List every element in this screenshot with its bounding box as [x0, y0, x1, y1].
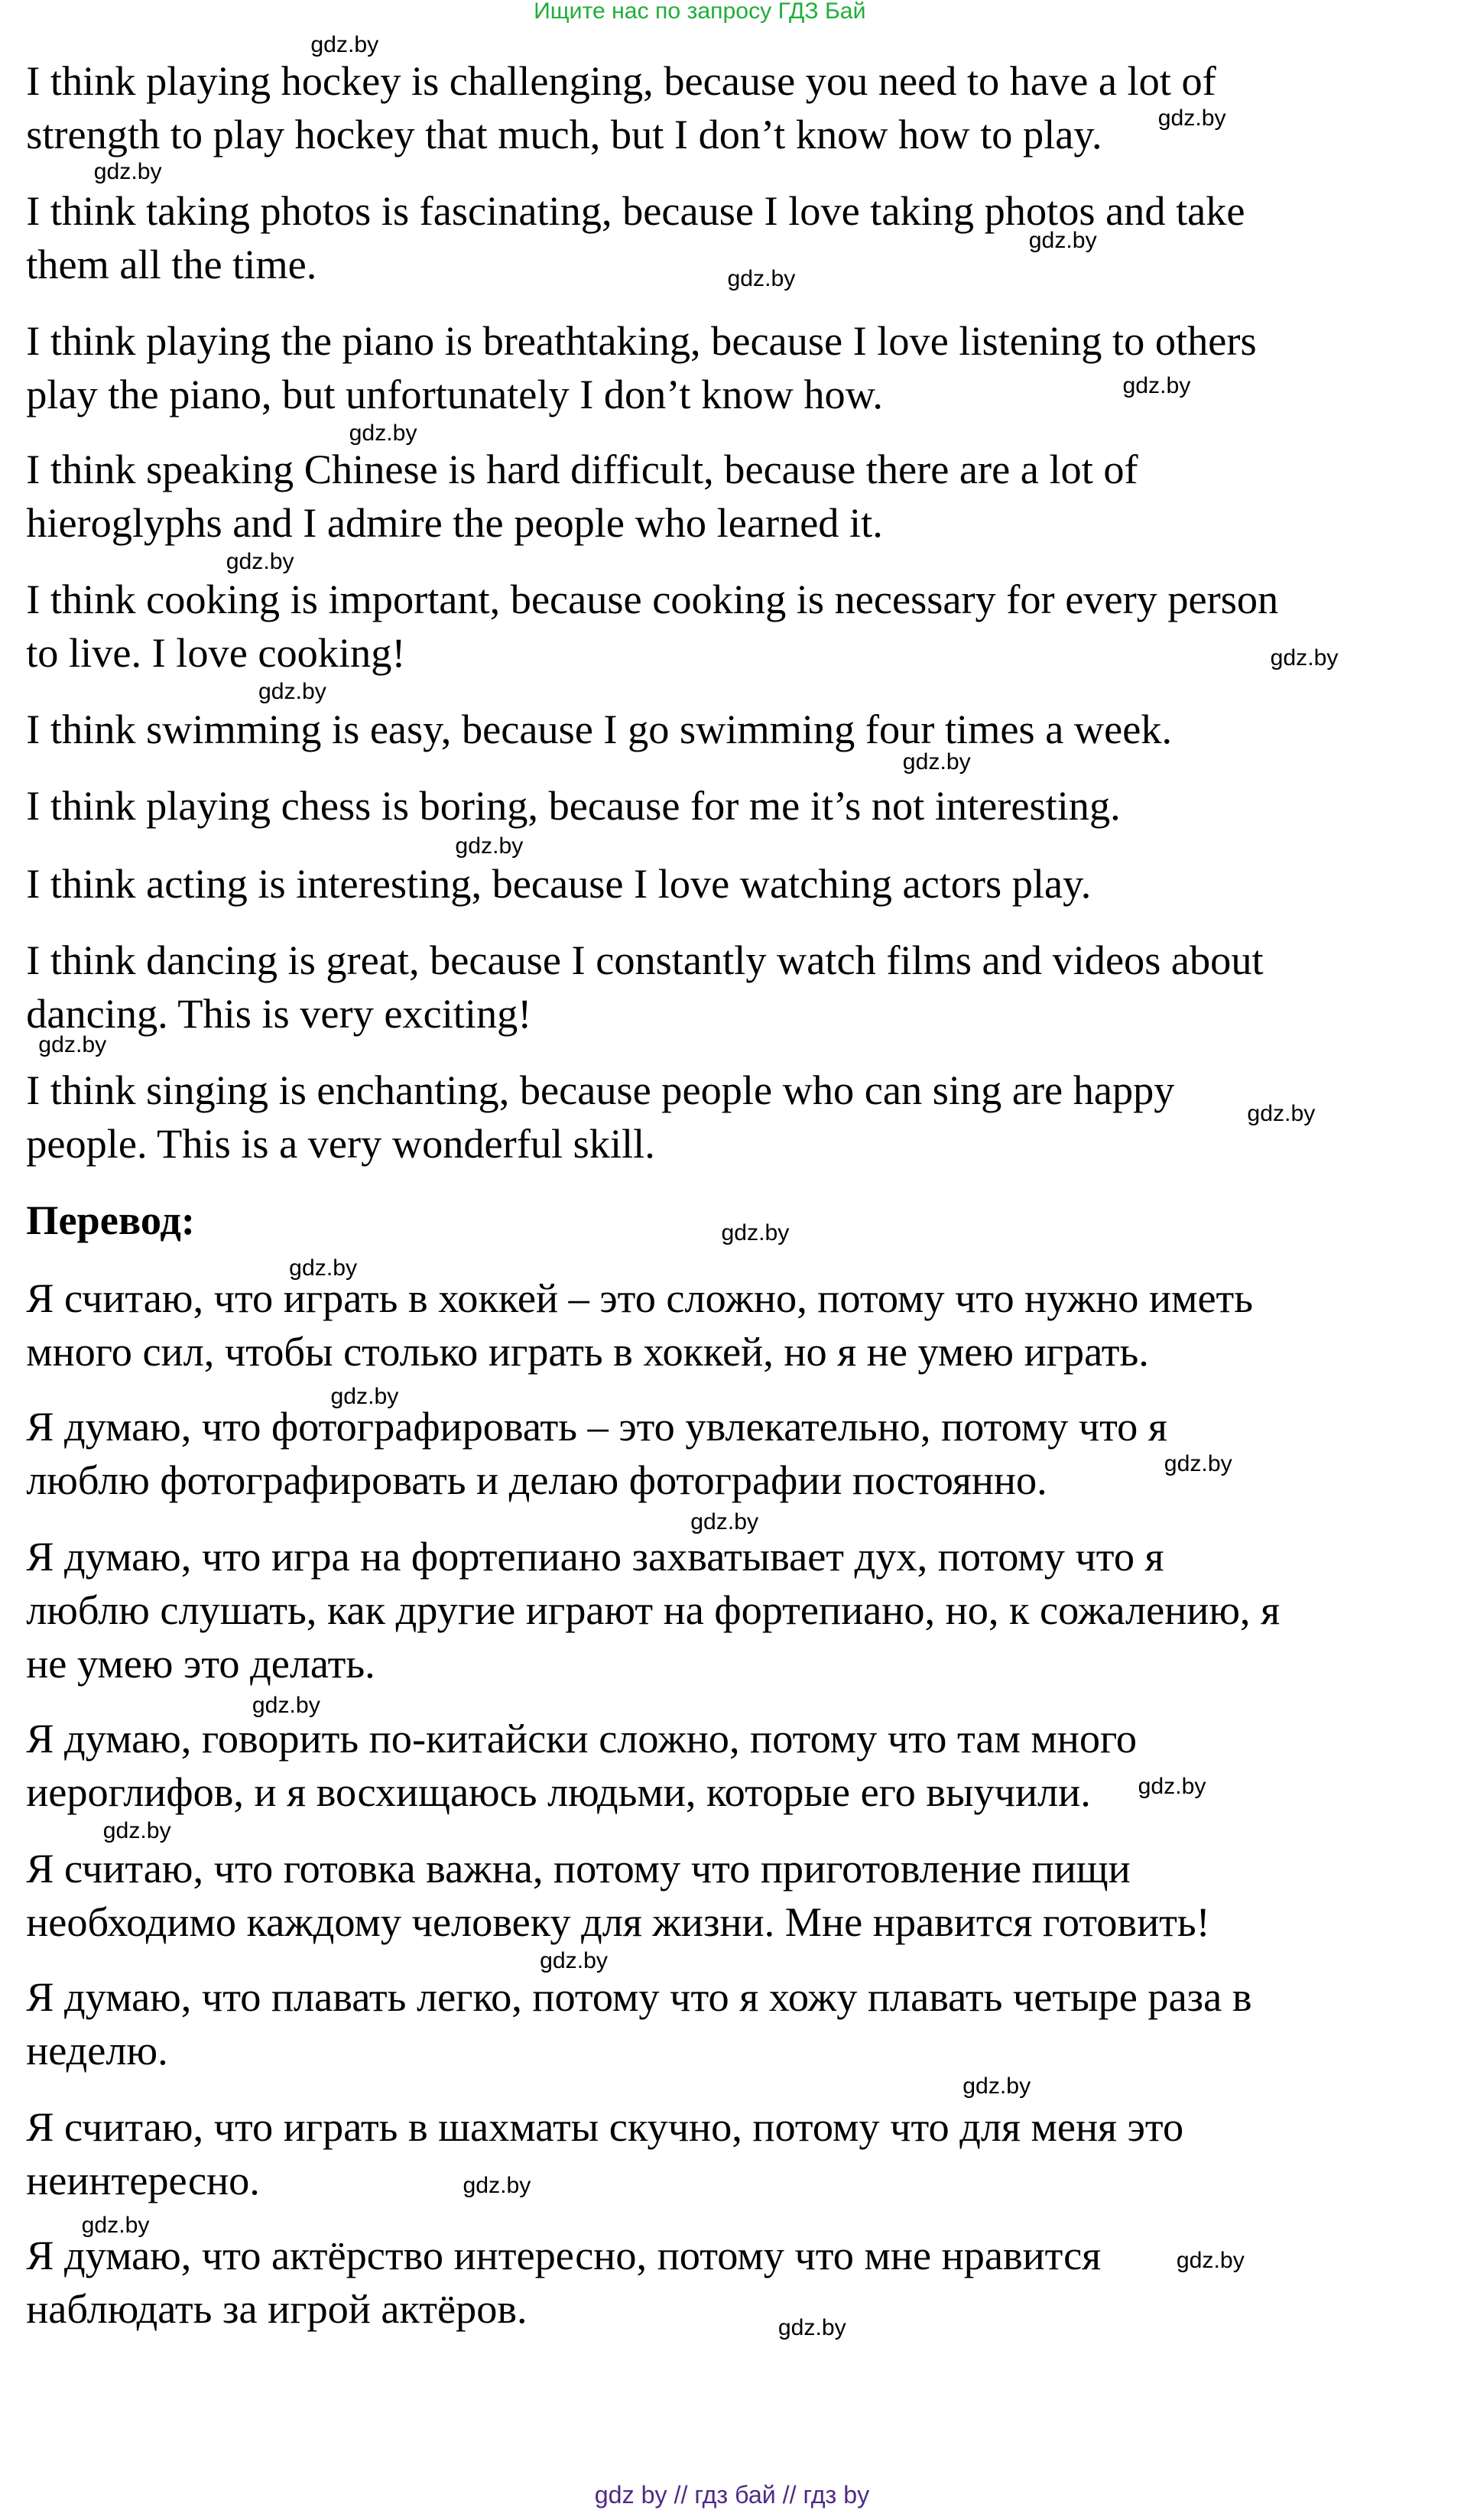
header-banner: Ищите нас по запросу ГДЗ Бай: [534, 0, 866, 24]
footer-banner: gdz by // гдз бай // гдз by: [594, 2483, 870, 2509]
watermark: gdz.by: [81, 2213, 150, 2239]
watermark: gdz.by: [727, 266, 796, 292]
watermark: gdz.by: [463, 2173, 531, 2199]
watermark: gdz.by: [540, 1948, 608, 1974]
watermark: gdz.by: [226, 549, 294, 575]
russian-paragraph-5: Я считаю, что готовка важна, потому что приготовление пищи необходимо каждому человеку для жизни. Мне нравится готовить!: [26, 1846, 1210, 1945]
watermark: gdz.by: [777, 2315, 846, 2341]
russian-paragraph-7: Я считаю, что играть в шахматы скучно, потому что для меня это неинтересно.: [26, 2104, 1184, 2203]
watermark: gdz.by: [330, 1384, 399, 1410]
watermark: gdz.by: [1270, 645, 1339, 671]
watermark: gdz.by: [1157, 106, 1226, 132]
watermark: gdz.by: [902, 749, 971, 775]
watermark: gdz.by: [93, 159, 162, 185]
watermark: gdz.by: [1247, 1101, 1316, 1127]
english-paragraph-7: I think playing chess is boring, because for me it’s not interesting.: [26, 783, 1121, 829]
english-paragraph-10: I think singing is enchanting, because people who can sing are happy people. This is a very wonderful skill.: [26, 1067, 1175, 1167]
watermark: gdz.by: [721, 1220, 790, 1246]
russian-paragraph-4: Я думаю, говорить по-китайски сложно, потому что там много иероглифов, и я восхищаюсь людьми, которые его выучили.: [26, 1716, 1138, 1815]
english-paragraph-4: I think speaking Chinese is hard difficult, because there are a lot of hieroglyphs and I admire the people who learned it.: [26, 447, 1138, 546]
english-paragraph-8: I think acting is interesting, because I love watching actors play.: [26, 861, 1092, 907]
english-paragraph-5: I think cooking is important, because cooking is necessary for every person to live. I love cooking!: [26, 576, 1279, 676]
russian-paragraph-6: Я думаю, что плавать легко, потому что я хожу плавать четыре раза в неделю.: [26, 1974, 1252, 2073]
english-paragraph-6: I think swimming is easy, because I go swimming four times a week.: [26, 706, 1173, 752]
watermark: gdz.by: [1122, 373, 1191, 399]
russian-paragraph-3: Я думаю, что игра на фортепиано захватывает дух, потому что я люблю слушать, как другие играют на фортепиано, но, к сожалению, я не умею это делать.: [26, 1534, 1281, 1687]
watermark: gdz.by: [1138, 1774, 1206, 1800]
russian-paragraph-2: Я думаю, что фотографировать – это увлекательно, потому что я люблю фотографировать и делаю фотографии постоянно.: [26, 1404, 1167, 1503]
watermark: gdz.by: [690, 1509, 759, 1535]
watermark: gdz.by: [1164, 1451, 1232, 1477]
russian-paragraph-8: Я думаю, что актёрство интересно, потому что мне нравится наблюдать за игрой актёров.: [26, 2233, 1102, 2332]
watermark: gdz.by: [289, 1255, 358, 1281]
watermark: gdz.by: [252, 1693, 320, 1719]
english-paragraph-9: I think dancing is great, because I constantly watch films and videos about dancing. This is very exciting!: [26, 937, 1264, 1037]
english-paragraph-2: I think taking photos is fascinating, because I love taking photos and take them all the time.: [26, 188, 1245, 287]
russian-paragraph-1: Я считаю, что играть в хоккей – это сложно, потому что нужно иметь много сил, чтобы столько играть в хоккей, но я не умею играть.: [26, 1275, 1254, 1375]
translation-heading: Перевод:: [26, 1197, 196, 1243]
watermark: gdz.by: [1028, 228, 1097, 254]
english-paragraph-3: I think playing the piano is breathtaking, because I love listening to others play the piano, but unfortunately I don’t know how.: [26, 318, 1257, 417]
watermark: gdz.by: [455, 833, 524, 859]
english-paragraph-1: I think playing hockey is challenging, because you need to have a lot of strength to play hockey that much, but I don’t know how to play.: [26, 58, 1216, 158]
watermark: gdz.by: [102, 1818, 171, 1844]
watermark: gdz.by: [1176, 2248, 1245, 2274]
watermark: gdz.by: [310, 32, 379, 58]
watermark: gdz.by: [38, 1032, 107, 1058]
watermark: gdz.by: [258, 679, 326, 705]
watermark: gdz.by: [962, 2073, 1031, 2099]
watermark: gdz.by: [349, 421, 417, 447]
